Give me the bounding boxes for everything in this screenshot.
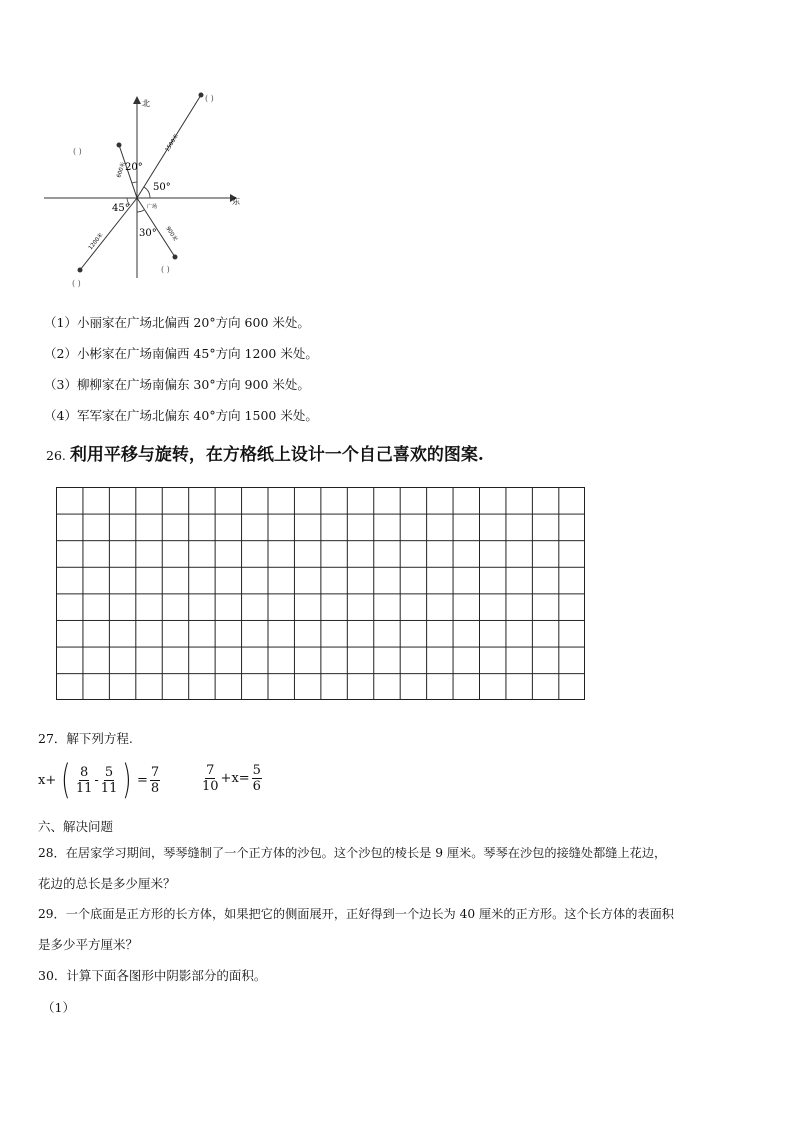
dist-sw-label: 1200米 [87,232,105,252]
dist-se-label: 900米 [164,225,179,243]
eq2-a-num: 7 [206,763,215,778]
arc-50 [144,187,150,198]
eq1-prefix: x+ [38,772,57,788]
section-6-heading: 六、解决问题 [38,819,114,834]
point-nw [117,143,122,148]
angle-20-label: 20° [125,162,143,173]
eq2-r-den: 6 [252,779,261,794]
question-28-line-2: 花边的总长是多少厘米？ [38,876,176,891]
blank-sw: ( ) [72,279,81,288]
eq2-a-den: 10 [202,779,219,794]
eq1-r-num: 7 [150,764,160,780]
equation-1 [38,757,160,803]
question-27-label: 27．解下列方程. [38,731,133,746]
dist-nw-label: 600米 [116,161,127,179]
eq1-minus: - [94,772,99,788]
eq1-a-num: 8 [79,764,89,780]
eq1-r-den: 8 [150,780,160,796]
eq1-b-num: 5 [104,764,114,780]
point-sw [78,268,83,273]
north-arrow [133,96,141,104]
statement-3: （3）柳柳家在广场南偏东 30°方向 900 米处。 [44,377,310,392]
eq1-b-den: 11 [100,780,118,796]
eq2-fraction-a [202,763,219,794]
eq2-fraction-result [252,763,262,794]
eq1-equals: = [136,772,148,788]
question-29-line-2: 是多少平方厘米？ [38,937,139,952]
question-26 [46,440,484,465]
question-26-text: 利用平移与旋转，在方格纸上设计一个自己喜欢的图案. [69,445,484,465]
angle-45-label: 45° [112,203,130,214]
dist-ne-label: 1500米 [164,133,181,154]
direction-diagram [40,90,250,288]
question-30-sub-1: （1） [42,1000,75,1015]
eq2-mid: +x= [220,771,250,786]
eq1-fraction-b [101,765,118,796]
question-26-number: 26. [46,448,66,463]
statement-2: （2）小彬家在广场南偏西 45°方向 1200 米处。 [44,346,318,361]
arc-20 [132,182,137,183]
center-label: 广场 [147,204,158,210]
eq1-fraction-a [76,765,93,796]
blank-nw: ( ) [73,147,82,156]
east-label: 东 [232,197,240,206]
angle-30-label: 30° [139,228,157,239]
eq1-fraction-result [150,765,160,796]
equation-2 [202,763,262,794]
arc-30 [137,210,144,212]
grid-paper[interactable] [56,487,585,700]
right-paren: ) [122,757,132,803]
eq1-a-den: 11 [75,780,93,796]
angle-50-label: 50° [153,182,171,193]
statement-1: （1）小丽家在广场北偏西 20°方向 600 米处。 [44,315,310,330]
blank-ne: ( ) [205,94,214,103]
point-ne [199,93,204,98]
question-28-line-1: 28．在居家学习期间，琴琴缝制了一个正方体的沙包。这个沙包的棱长是 9 厘米。琴琴在沙包的接缝处都缝上花边， [38,846,667,860]
north-label: 北 [142,99,150,108]
eq2-r-num: 5 [252,763,261,778]
statement-4: （4）军军家在广场北偏东 40°方向 1500 米处。 [44,408,318,423]
point-se [173,255,178,260]
blank-se: ( ) [161,265,170,274]
question-29-line-1: 29．一个底面是正方形的长方体，如果把它的侧面展开，正好得到一个边长为 40 厘米的正方形。这个长方体的表面积 [38,907,674,921]
left-paren: ( [61,757,71,803]
question-30: 30．计算下面各图形中阴影部分的面积。 [38,968,267,983]
